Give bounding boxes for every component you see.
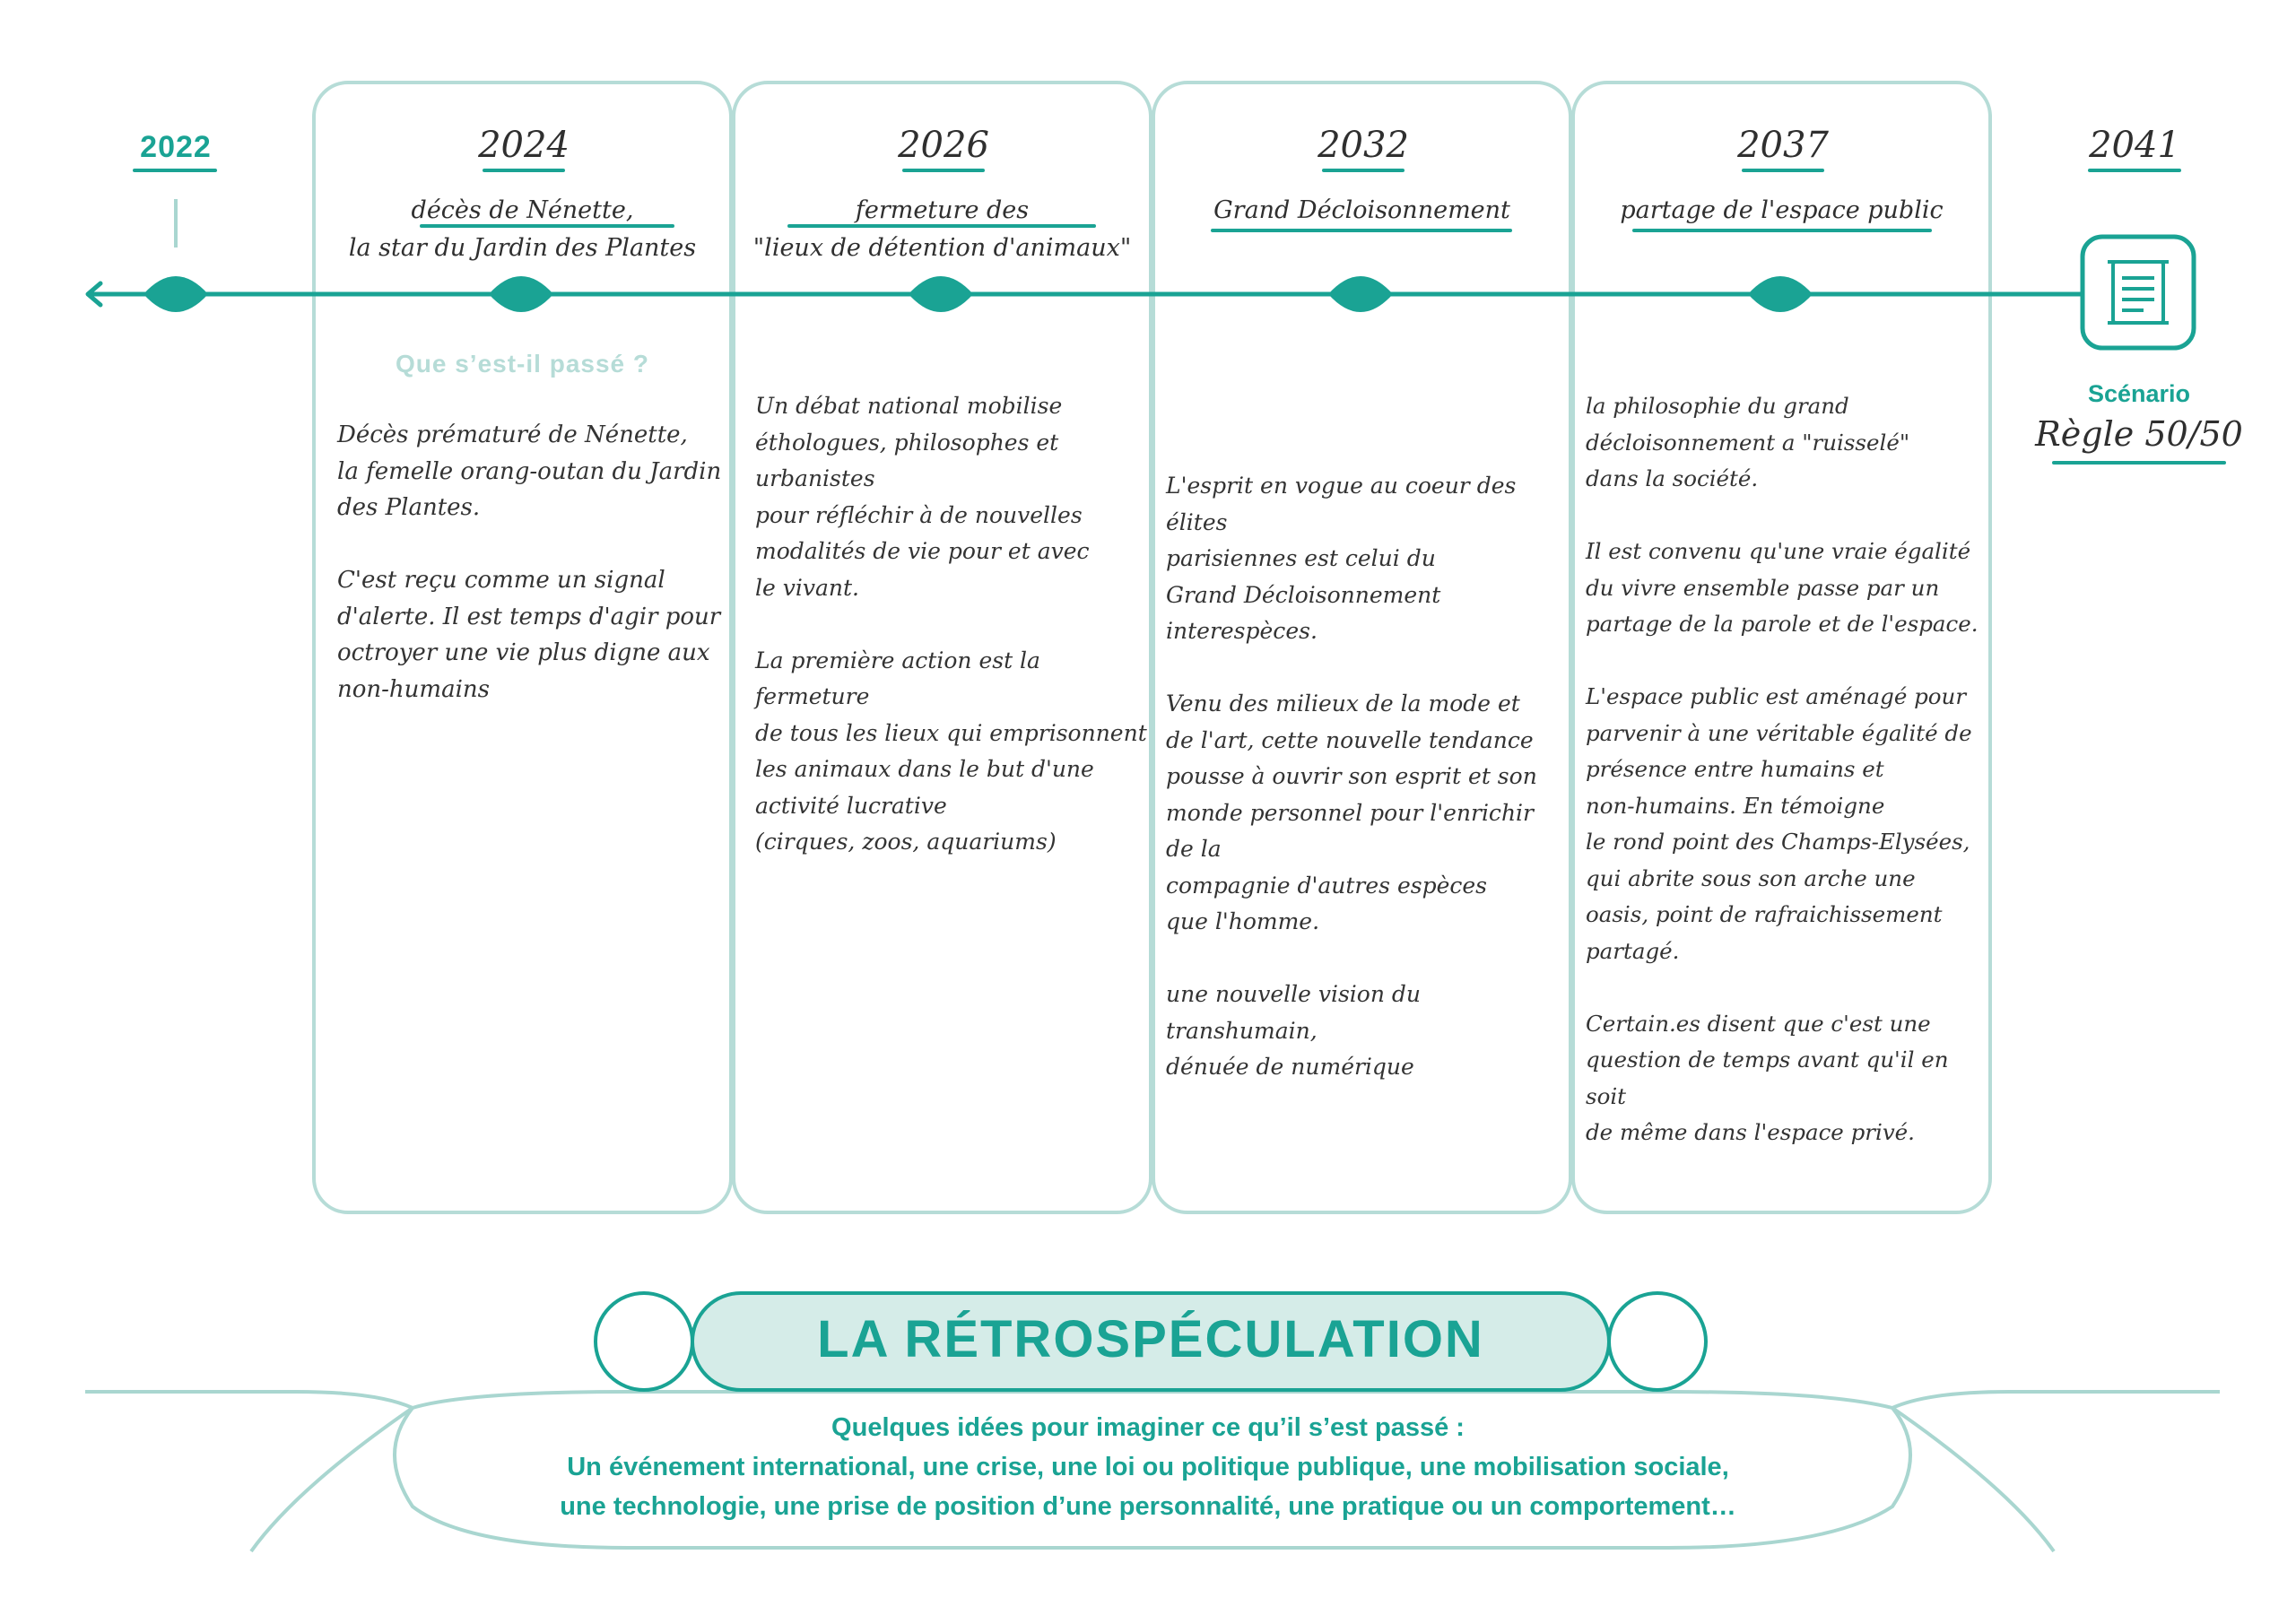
timeline-marker-2032 (1328, 276, 1393, 312)
timeline-marker-2022 (144, 276, 208, 312)
column-text-2037: la philosophie du grand décloisonnement a "ruisselé" dans la société. Il est convenu qu'une vraie égalité du vivre ensemble passe par un partage de la parole et de l'espace. L'espace public est aménagé pour parvenir à une véritable égalité de présence entre humains et non-humains. En témoigne le rond point des Champs-Elysées, qui abrite sous son arche une oasis, point de rafraichissement partagé. Certain.es disent que c'est une question de temps avant qu'il en soit de même dans l'espace privé. (1586, 393, 1979, 1145)
timeline-marker-2037 (1748, 276, 1813, 312)
hint-line-1: Un événement international, une crise, une loi ou politique publique, une mobilisation sociale, (567, 1453, 1729, 1481)
banner-circle-left (596, 1293, 692, 1390)
question-prompt: Que s’est-il passé ? (396, 350, 649, 378)
year-2037: 2037 (1737, 125, 1829, 166)
event-title-2037: partage de l'espace public (1620, 196, 1944, 224)
column-text-2026: Un débat national mobilise éthologues, philosophes et urbanistes pour réfléchir à de nouvelles modalités de vie pour et avec le vivant. La première action est la fermeture de tous les lieux qui emprisonnent les animaux dans le but d'une activité lucrative (cirques, zoos, aquariums) (755, 393, 1147, 855)
event-title-2026: fermeture des "lieux de détention d'animaux" (752, 196, 1132, 262)
banner-title: LA RÉTROSPÉCULATION (817, 1310, 1484, 1368)
year-end: 2041 (2089, 125, 2180, 166)
hint-heading: Quelques idées pour imaginer ce qu’il s’est passé : (831, 1413, 1465, 1442)
timeline-marker-2026 (909, 276, 973, 312)
timeline-marker-2024 (489, 276, 553, 312)
event-title-2032: Grand Décloisonnement (1213, 196, 1510, 224)
scenario-label: Scénario (2087, 380, 2191, 407)
column-text-2032: L'esprit en vogue au coeur des élites parisiennes est celui du Grand Décloisonnement interespèces. Venu des milieux de la mode et de l'art, cette nouvelle tendance pousse à ouvrir son esprit et son monde personnel pour l'enrichir de la compagnie d'autres espèces que l'homme. une nouvelle vision du transhumain, dénuée de numérique (1166, 473, 1537, 1080)
hint-line-2: une technologie, une prise de position d’une personnalité, une pratique ou un comportement… (560, 1492, 1736, 1521)
event-title-2024: décès de Nénette, la star du Jardin des Plantes (348, 196, 697, 262)
banner-circle-right (1609, 1293, 1706, 1390)
scenario-scroll-icon (2081, 237, 2194, 348)
year-2024: 2024 (478, 125, 570, 166)
year-2026: 2026 (898, 125, 989, 166)
year-2032: 2032 (1318, 125, 1409, 166)
year-start: 2022 (140, 130, 212, 164)
column-text-2024: Décès prématuré de Nénette, la femelle orang-outan du Jardin des Plantes. C'est reçu comme un signal d'alerte. Il est temps d'agir pour octroyer une vie plus digne aux non-humains (337, 421, 722, 703)
scenario-name: Règle 50/50 (2035, 414, 2243, 454)
